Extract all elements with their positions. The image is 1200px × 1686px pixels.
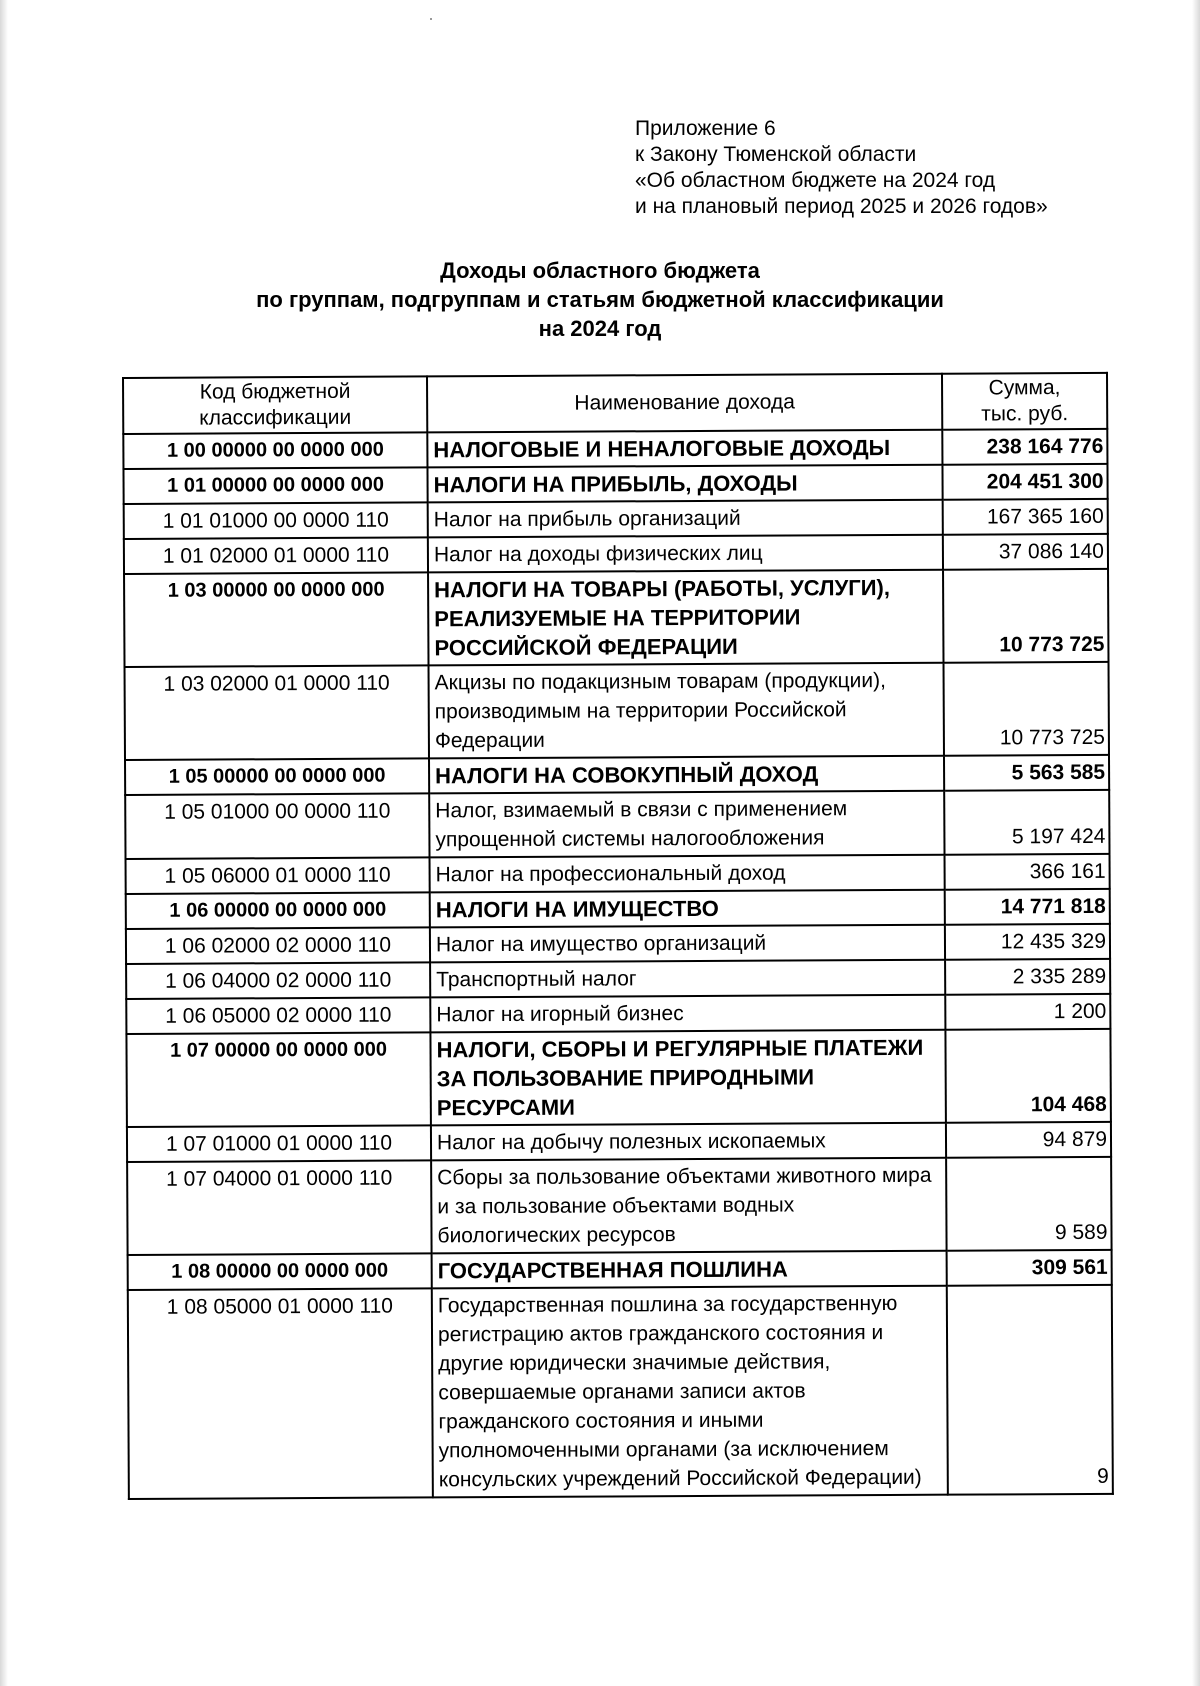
cell-amount: 9 — [947, 1285, 1113, 1495]
table-row — [126, 959, 1110, 999]
cell-name: Налог на имущество организаций — [430, 925, 945, 963]
cell-amount: 5 563 585 — [944, 755, 1109, 791]
cell-name: Государственная пошлина за государственную регистрацию актов гражданского состояния и другие юридически значимые действия, совершаемые органами записи актов гражданского состояния и иными уполномоченными органами (за исключением консульских учреждений Российской Федерации) — [432, 1286, 948, 1498]
title-line: по группам, подгруппам и статьям бюджетной классификации — [256, 287, 944, 312]
header-amount-line: тыс. руб. — [981, 402, 1069, 426]
table-row — [124, 499, 1108, 539]
cell-code: 1 05 06000 01 0000 110 — [126, 857, 430, 894]
cell-code: 1 06 02000 02 0000 110 — [126, 927, 430, 964]
cell-code: 1 07 04000 01 0000 110 — [127, 1160, 431, 1255]
cell-amount: 366 161 — [945, 854, 1110, 890]
table-row — [125, 755, 1109, 795]
header-name: Наименование дохода — [427, 374, 942, 433]
cell-name: Налог на добычу полезных ископаемых — [431, 1123, 946, 1161]
header-code — [123, 376, 427, 434]
cell-name: НАЛОГИ НА СОВОКУПНЫЙ ДОХОД — [429, 756, 944, 794]
cell-amount: 14 771 818 — [945, 889, 1110, 925]
table-row — [125, 662, 1109, 760]
cell-code: 1 03 02000 01 0000 110 — [125, 665, 429, 760]
appendix-line: Приложение 6 — [635, 117, 776, 140]
cell-name: НАЛОГИ НА ТОВАРЫ (РАБОТЫ, УСЛУГИ), РЕАЛИЗУЕМЫЕ НА ТЕРРИТОРИИ РОССИЙСКОЙ ФЕДЕРАЦИИ — [428, 570, 943, 666]
document-title — [0, 256, 1200, 343]
title-line: Доходы областного бюджета — [440, 258, 760, 283]
table-row — [125, 790, 1109, 859]
cell-amount: 2 335 289 — [945, 959, 1110, 995]
cell-amount: 167 365 160 — [943, 499, 1108, 535]
cell-name: НАЛОГОВЫЕ И НЕНАЛОГОВЫЕ ДОХОДЫ — [427, 430, 942, 468]
header-code-line: Код бюджетной — [199, 379, 351, 404]
appendix-line: «Об областном бюджете на 2024 год — [635, 169, 996, 192]
scan-edge-left — [0, 0, 8, 1686]
cell-name: НАЛОГИ НА ПРИБЫЛЬ, ДОХОДЫ — [427, 465, 942, 503]
table-row — [128, 1285, 1113, 1499]
cell-amount: 104 468 — [945, 1029, 1110, 1123]
cell-amount: 309 561 — [947, 1250, 1112, 1286]
header-amount-line: Сумма, — [988, 376, 1061, 400]
table-row — [123, 429, 1107, 469]
cell-code: 1 06 00000 00 0000 000 — [126, 892, 430, 929]
cell-name: Налог на прибыль организаций — [428, 500, 943, 538]
table-row — [126, 994, 1110, 1034]
table-row — [127, 1157, 1111, 1255]
cell-code: 1 08 05000 01 0000 110 — [128, 1288, 433, 1499]
scan-speck — [430, 18, 432, 20]
cell-name: Налог на доходы физических лиц — [428, 535, 943, 573]
cell-code: 1 00 00000 00 0000 000 — [123, 432, 427, 469]
table-row — [126, 924, 1110, 964]
header-amount — [942, 373, 1107, 430]
scan-edge-right — [1192, 0, 1200, 1686]
cell-code: 1 01 01000 00 0000 110 — [124, 502, 428, 539]
cell-amount: 204 451 300 — [942, 464, 1107, 500]
table-row — [126, 854, 1110, 894]
cell-code: 1 08 00000 00 0000 000 — [128, 1253, 432, 1290]
cell-code: 1 05 01000 00 0000 110 — [125, 793, 429, 859]
appendix-line: к Закону Тюменской области — [635, 143, 917, 166]
cell-amount: 10 773 725 — [944, 662, 1109, 756]
table-row — [126, 889, 1110, 929]
cell-name: Налог на профессиональный доход — [430, 855, 945, 893]
cell-code: 1 06 05000 02 0000 110 — [126, 997, 430, 1034]
appendix-note — [635, 116, 1048, 220]
table-row — [124, 534, 1108, 574]
cell-name: НАЛОГИ, СБОРЫ И РЕГУЛЯРНЫЕ ПЛАТЕЖИ ЗА ПОЛЬЗОВАНИЕ ПРИРОДНЫМИ РЕСУРСАМИ — [430, 1030, 945, 1126]
cell-code: 1 05 00000 00 0000 000 — [125, 758, 429, 795]
cell-code: 1 01 00000 00 0000 000 — [123, 467, 427, 504]
title-line: на 2024 год — [538, 316, 662, 341]
cell-name: Акцизы по подакцизным товарам (продукции), производимым на территории Российской Федерации — [429, 663, 944, 759]
cell-name: Транспортный налог — [430, 960, 945, 998]
cell-amount: 37 086 140 — [943, 534, 1108, 570]
cell-amount: 12 435 329 — [945, 924, 1110, 960]
header-code-line: классификации — [199, 405, 352, 430]
table-row — [128, 1250, 1112, 1290]
cell-code: 1 07 01000 01 0000 110 — [127, 1125, 431, 1162]
cell-code: 1 07 00000 00 0000 000 — [126, 1032, 430, 1127]
cell-name: Налог, взимаемый в связи с применением упрощенной системы налогообложения — [429, 791, 944, 858]
table-row — [123, 464, 1107, 504]
cell-name: Сборы за пользование объектами животного мира и за пользование объектами водных биологических ресурсов — [431, 1158, 946, 1254]
cell-code: 1 06 04000 02 0000 110 — [126, 962, 430, 999]
cell-amount: 10 773 725 — [943, 569, 1108, 663]
cell-amount: 9 589 — [946, 1157, 1111, 1251]
table-row — [124, 569, 1108, 667]
appendix-line: и на плановый период 2025 и 2026 годов» — [635, 195, 1048, 218]
table-row — [126, 1029, 1110, 1127]
cell-code: 1 03 00000 00 0000 000 — [124, 572, 428, 667]
cell-code: 1 01 02000 01 0000 110 — [124, 537, 428, 574]
cell-amount: 1 200 — [945, 994, 1110, 1030]
cell-name: НАЛОГИ НА ИМУЩЕСТВО — [430, 890, 945, 928]
cell-name: ГОСУДАРСТВЕННАЯ ПОШЛИНА — [432, 1251, 947, 1289]
table-header-row — [123, 373, 1107, 434]
table-row — [127, 1122, 1111, 1162]
cell-amount: 238 164 776 — [942, 429, 1107, 465]
revenue-table — [122, 372, 1114, 1500]
cell-name: Налог на игорный бизнес — [430, 995, 945, 1033]
cell-amount: 94 879 — [946, 1122, 1111, 1158]
cell-amount: 5 197 424 — [944, 790, 1109, 855]
